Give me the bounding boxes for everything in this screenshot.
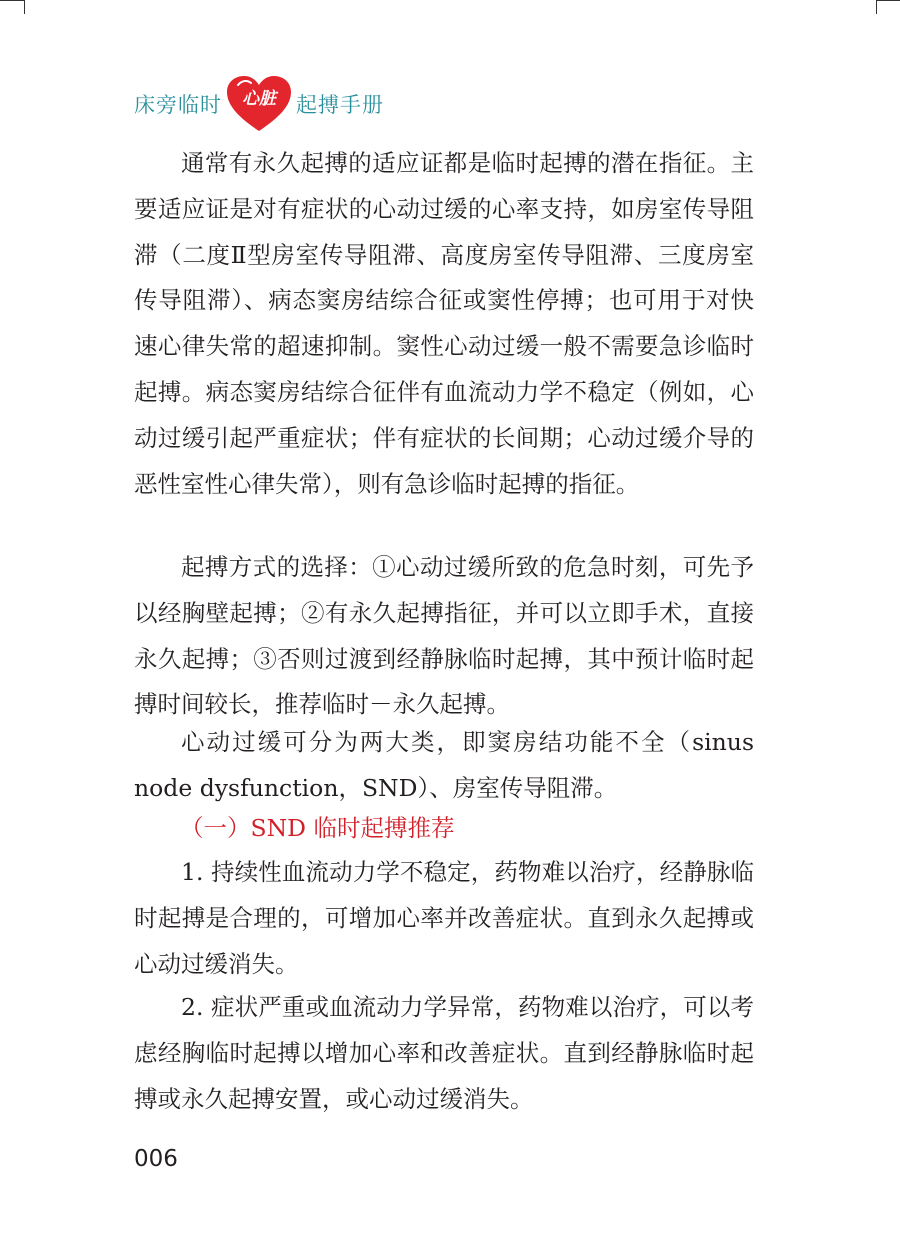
- recommendation-item-1: 1. 持续性血流动力学不稳定，药物难以治疗，经静脉临时起搏是合理的，可增加心率并改善症状。直到永久起搏或心动过缓消失。: [134, 858, 755, 978]
- heart-icon: [226, 75, 292, 133]
- header-title-heart: 心脏: [242, 89, 276, 109]
- crop-mark-left: [0, 0, 24, 1]
- recommendation-item-2: 2. 症状严重或血流动力学异常，药物难以治疗，可以考虑经胸临时起搏以增加心率和改善症状。直到经静脉临时起搏或永久起搏安置，或心动过缓消失。: [134, 993, 755, 1113]
- paragraph-bradycardia-types: 心动过缓可分为两大类，即窦房结功能不全（sinus node dysfunction，SND）、房室传导阻滞。: [134, 728, 754, 802]
- running-header: [134, 74, 384, 134]
- page-number: 006: [134, 1146, 178, 1172]
- crop-mark-right-vertical: [876, 0, 877, 14]
- crop-mark-right: [876, 0, 900, 1]
- paragraph-pacing-choice: 起搏方式的选择：①心动过缓所致的危急时刻，可先予以经胸壁起搏；②有永久起搏指征，并可以立即手术，直接永久起搏；③否则过渡到经静脉临时起搏，其中预计临时起搏时间较长，推荐临时－永久起搏。: [134, 553, 754, 719]
- header-title-right: 起搏手册: [296, 93, 384, 117]
- crop-mark-left-vertical: [24, 0, 25, 14]
- section-heading: （一）SND 临时起搏推荐: [180, 814, 455, 842]
- paragraph-indications: 通常有永久起搏的适应证都是临时起搏的潜在指征。主要适应证是对有症状的心动过缓的心率支持，如房室传导阻滞（二度Ⅱ型房室传导阻滞、高度房室传导阻滞、三度房室传导阻滞）、病态窦房结综合征或窦性停搏；也可用于对快速心律失常的超速抑制。窦性心动过缓一般不需要急诊临时起搏。病态窦房结综合征伴有血流动力学不稳定（例如，心动过缓引起严重症状；伴有症状的长间期；心动过缓介导的恶性室性心律失常），则有急诊临时起搏的指征。: [134, 149, 754, 498]
- header-title-left: 床旁临时: [134, 93, 222, 117]
